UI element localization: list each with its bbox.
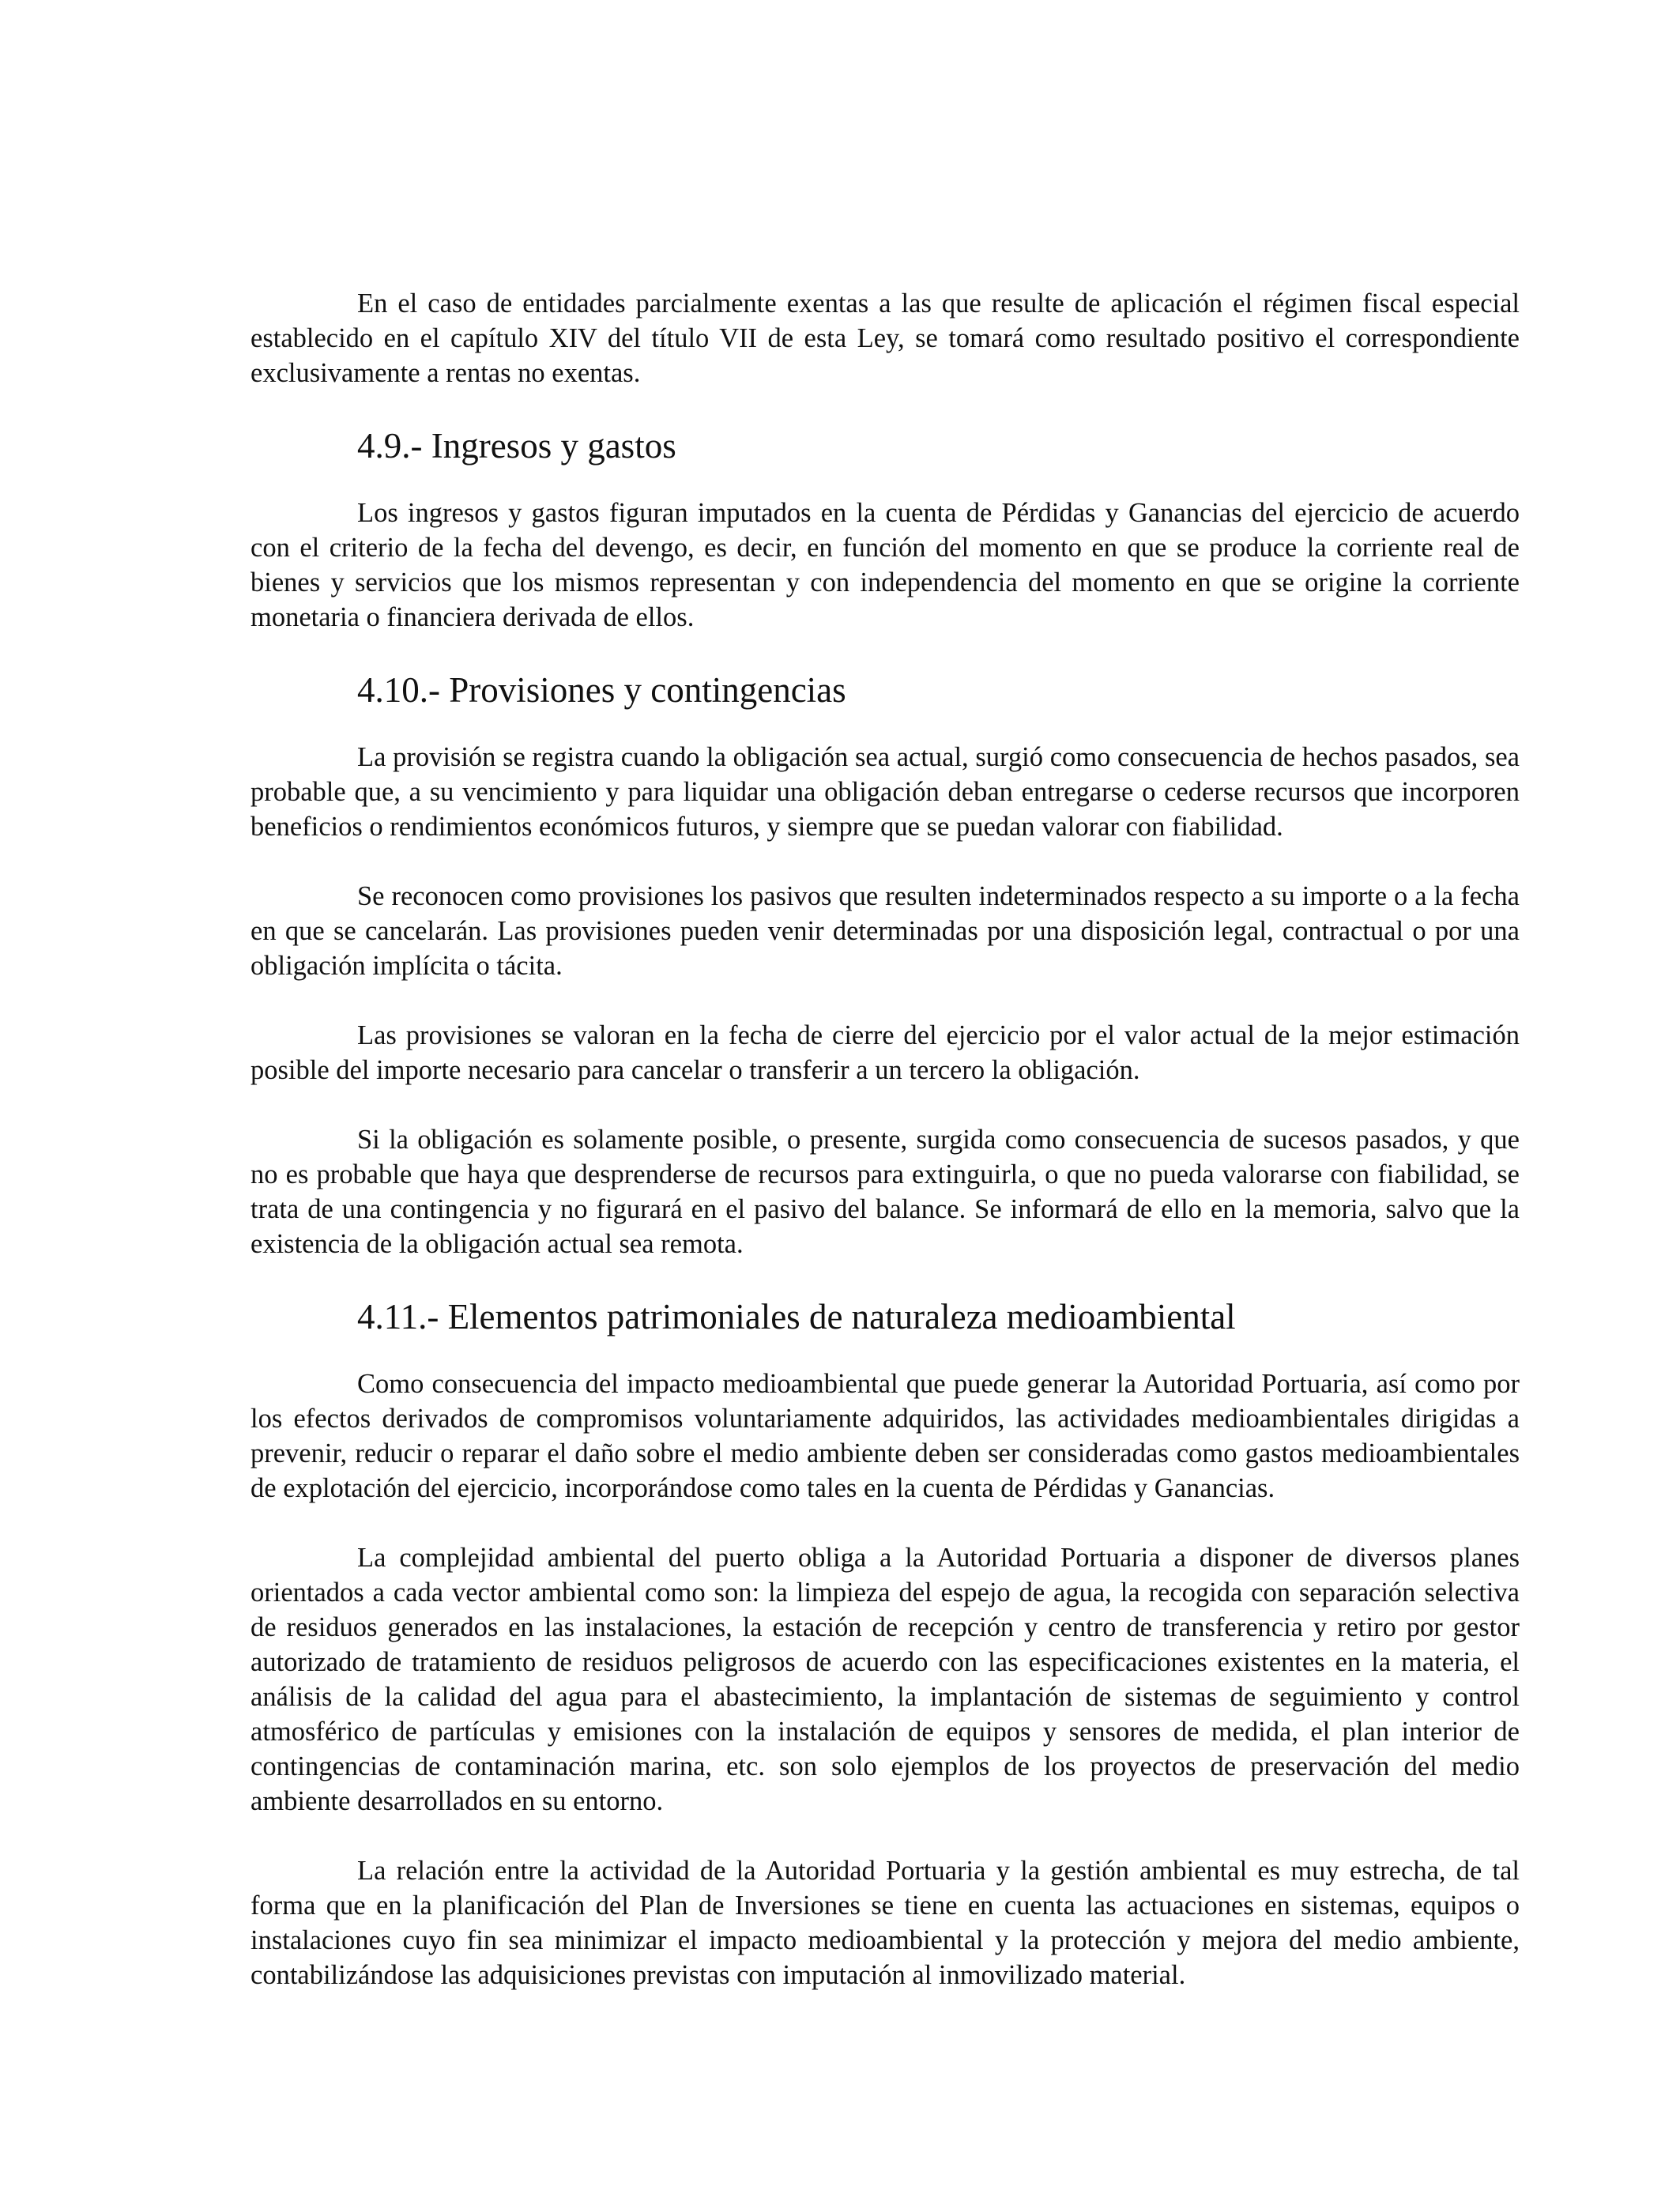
section-heading-provisions: 4.10.- Provisiones y contingencias — [357, 670, 846, 710]
paragraph-provision-liabilities: Se reconocen como provisiones los pasivos que resulten indeterminados respecto a su importe o a la fecha en que se cancelarán. Las provisiones pueden venir determinadas por una disposición legal, contractual o por una obligación implícita o tácita. — [250, 881, 1520, 981]
section-heading-environmental: 4.11.- Elementos patrimoniales de naturaleza medioambiental — [357, 1297, 1236, 1336]
paragraph-environmental-plans: La complejidad ambiental del puerto obliga a la Autoridad Portuaria a disponer de diversos planes orientados a cada vector ambiental como son: la limpieza del espejo de agua, la recogida con separación selectiva de residuos generados en las instalaciones, la estación de recepción y centro de transferencia y retiro por gestor autorizado de tratamiento de residuos peligrosos de acuerdo con las especificaciones existentes en la materia, el análisis de la calidad del agua para el abastecimiento, la implantación de sistemas de seguimiento y control atmosférico de partículas y emisiones con la instalación de equipos y sensores de medida, el plan interior de contingencias de contaminación marina, etc. son solo ejemplos de los proyectos de preservación del medio ambiente desarrollados en su entorno. — [250, 1543, 1520, 1816]
paragraph-environmental-investments: La relación entre la actividad de la Autoridad Portuaria y la gestión ambiental es muy estrecha, de tal forma que en la planificación del Plan de Inversiones se tiene en cuenta las actuaciones en sistemas, equipos o instalaciones cuyo fin sea minimizar el impacto medioambiental y la protección y mejora del medio ambiente, contabilizándose las adquisiciones previstas con imputación al inmovilizado material. — [250, 1856, 1520, 1990]
document-page — [250, 286, 1520, 1992]
paragraph-provision-valuation: Las provisiones se valoran en la fecha de cierre del ejercicio por el valor actual de la mejor estimación posible del importe necesario para cancelar o transferir a un tercero la obligación. — [250, 1020, 1520, 1085]
paragraph-environmental-impact: Como consecuencia del impacto medioambiental que puede generar la Autoridad Portuaria, así como por los efectos derivados de compromisos voluntariamente adquiridos, las actividades medioambientales dirigidas a prevenir, reducir o reparar el daño sobre el medio ambiente deben ser consideradas como gastos medioambientales de explotación del ejercicio, incorporándose como tales en la cuenta de Pérdidas y Ganancias. — [250, 1369, 1520, 1503]
paragraph-contingencies: Si la obligación es solamente posible, o presente, surgida como consecuencia de sucesos pasados, y que no es probable que haya que desprenderse de recursos para extinguirla, o que no pueda valorarse con fiabilidad, se trata de una contingencia y no figurará en el pasivo del balance. Se informará de ello en la memoria, salvo que la existencia de la obligación actual sea remota. — [250, 1125, 1520, 1259]
paragraph-partially-exempt-entities: En el caso de entidades parcialmente exentas a las que resulte de aplicación el régimen fiscal especial establecido en el capítulo XIV del título VII de esta Ley, se tomará como resultado positivo el correspondiente exclusivamente a rentas no exentas. — [250, 288, 1520, 388]
paragraph-income-expenses: Los ingresos y gastos figuran imputados en la cuenta de Pérdidas y Ganancias del ejercicio de acuerdo con el criterio de la fecha del devengo, es decir, en función del momento en que se produce la corriente real de bienes y servicios que los mismos representan y con independencia del momento en que se origine la corriente monetaria o financiera derivada de ellos. — [250, 498, 1520, 632]
paragraph-provision-recognition: La provisión se registra cuando la obligación sea actual, surgió como consecuencia de hechos pasados, sea probable que, a su vencimiento y para liquidar una obligación deban entregarse o cederse recursos que incorporen beneficios o rendimientos económicos futuros, y siempre que se puedan valorar con fiabilidad. — [250, 742, 1520, 842]
section-heading-income-expenses: 4.9.- Ingresos y gastos — [357, 426, 676, 466]
